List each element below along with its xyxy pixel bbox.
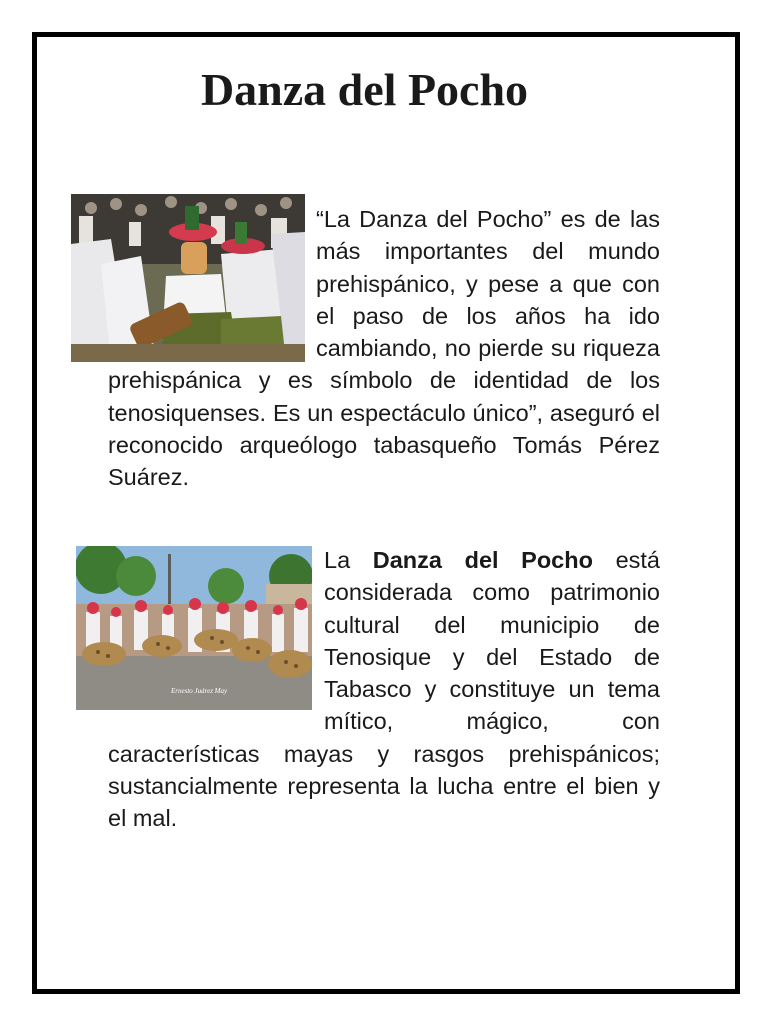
bold-dance-name: Danza del Pocho [372,547,593,573]
page-border [32,32,740,994]
parade-photo [76,546,312,710]
dancers-photo [71,194,305,362]
section-1-paragraph: “La Danza del Pocho” es de las más importantes del mundo prehispánico, y pese a que con el paso de los años ha ido cambiando, no pierde su riqueza prehispánica y es símbolo de identidad de los tenosiquenses. Es un espectáculo único”, aseguró el reconocido arqueólogo tabasqueño Tomás Pérez Suárez. [108,203,660,494]
section-2-paragraph: Ernesto Juárez May La Danza del Pocho está considerada como patrimonio cultural del municipio de Tenosique y del Estado de Tabasco y constituye un tema mítico, mágico, con características mayas y rasgos prehispánicos; sustancialmente representa la lucha entre el bien y el mal. [108,544,660,835]
photo-watermark: Ernesto Juárez May [171,687,228,695]
page-title: Danza del Pocho [200,64,529,115]
